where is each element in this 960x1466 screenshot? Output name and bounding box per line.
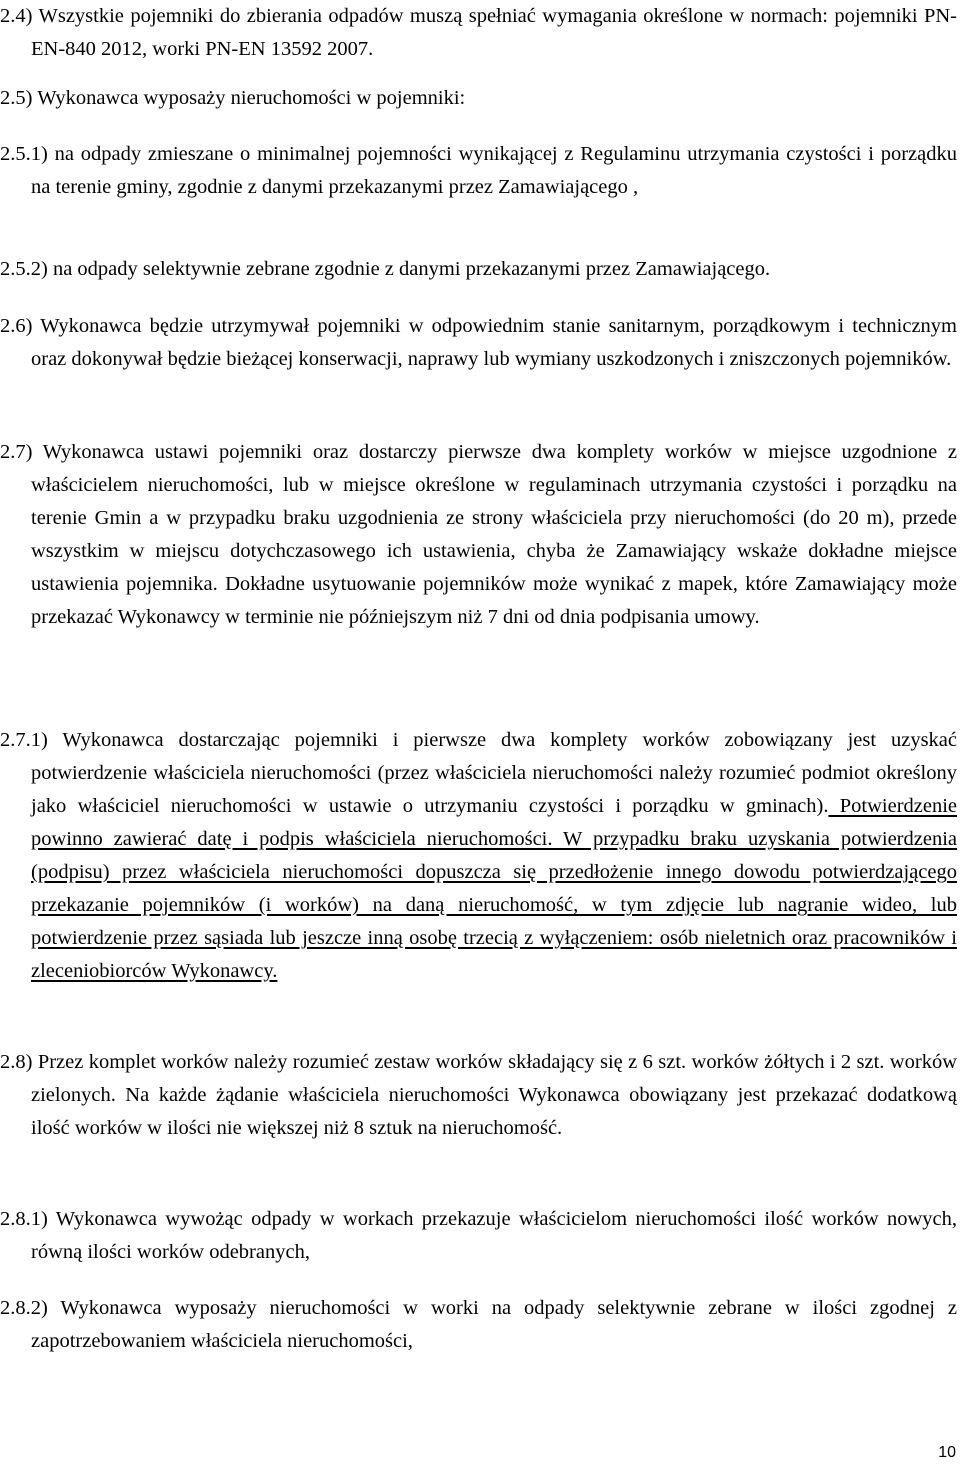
paragraph-2-8-2: 2.8.2) Wykonawca wyposaży nieruchomości w worki na odpady selektywnie zebrane w ilości zgodnej z zapotrzebowaniem właściciela nieruchomości,: [0, 1297, 957, 1352]
page-number: 10: [938, 1444, 956, 1461]
paragraph-2-7-1-text: 2.7.1) Wykonawca dostarczając pojemniki i pierwsze dwa komplety worków zobowiązany jest uzyskać potwierdzenie właściciela nieruchomości (przez właściciela nieruchomości należy rozumieć podmiot określony jako właściciel nieruchomości w ustawie o utrzymaniu czystości i porządku w gminach).: [0, 729, 957, 817]
paragraph-2-8-1: 2.8.1) Wykonawca wywożąc odpady w workach przekazuje właścicielom nieruchomości ilość worków nowych, równą ilości worków odebranych,: [0, 1208, 957, 1263]
paragraph-2-7-1: [0, 724, 957, 988]
paragraph-2-7-1-underlined: Potwierdzenie powinno zawierać datę i podpis właściciela nieruchomości. W przypadku braku uzyskania potwierdzenia (podpisu) przez właściciela nieruchomości dopuszcza się przedłożenie innego dowodu potwierdzającego przekazanie pojemników (i worków) na daną nieruchomość, w tym zdjęcie lub nagranie wideo, lub potwierdzenie przez sąsiada lub jeszcze inną osobę trzecią z wyłączeniem: osób nieletnich oraz pracowników i zleceniobiorców Wykonawcy.: [31, 795, 958, 982]
paragraph-2-5: 2.5) Wykonawca wyposaży nieruchomości w pojemniki:: [0, 87, 466, 109]
paragraph-2-5-2: 2.5.2) na odpady selektywnie zebrane zgodnie z danymi przekazanymi przez Zamawiającego.: [0, 258, 771, 280]
paragraph-2-8: 2.8) Przez komplet worków należy rozumieć zestaw worków składający się z 6 szt. worków żółtych i 2 szt. worków zielonych. Na każde żądanie właściciela nieruchomości Wykonawca obowiązany jest przekazać dodatkową ilość worków w ilości nie większej niż 8 sztuk na nieruchomość.: [0, 1051, 957, 1139]
paragraph-2-7: 2.7) Wykonawca ustawi pojemniki oraz dostarczy pierwsze dwa komplety worków w miejsce uzgodnione z właścicielem nieruchomości, lub w miejsce określone w regulaminach utrzymania czystości i porządku na terenie Gmin a w przypadku braku uzgodnienia ze strony właściciela przy nieruchomości (do 20 m), przede wszystkim w miejscu dotychczasowego ich ustawienia, chyba że Zamawiający wskaże dokładne miejsce ustawienia pojemnika. Dokładne usytuowanie pojemników może wynikać z mapek, które Zamawiający może przekazać Wykonawcy w terminie nie późniejszym niż 7 dni od dnia podpisania umowy.: [0, 441, 957, 628]
paragraph-2-4: 2.4) Wszystkie pojemniki do zbierania odpadów muszą spełniać wymagania określone w normach: pojemniki PN-EN-840 2012, worki PN-EN 13592 2007.: [0, 5, 957, 60]
paragraph-2-5-1: 2.5.1) na odpady zmieszane o minimalnej pojemności wynikającej z Regulaminu utrzymania czystości i porządku na terenie gminy, zgodnie z danymi przekazanymi przez Zamawiającego ,: [0, 143, 957, 198]
paragraph-2-6: 2.6) Wykonawca będzie utrzymywał pojemniki w odpowiednim stanie sanitarnym, porządkowym i technicznym oraz dokonywał będzie bieżącej konserwacji, naprawy lub wymiany uszkodzonych i zniszczonych pojemników.: [0, 315, 957, 370]
